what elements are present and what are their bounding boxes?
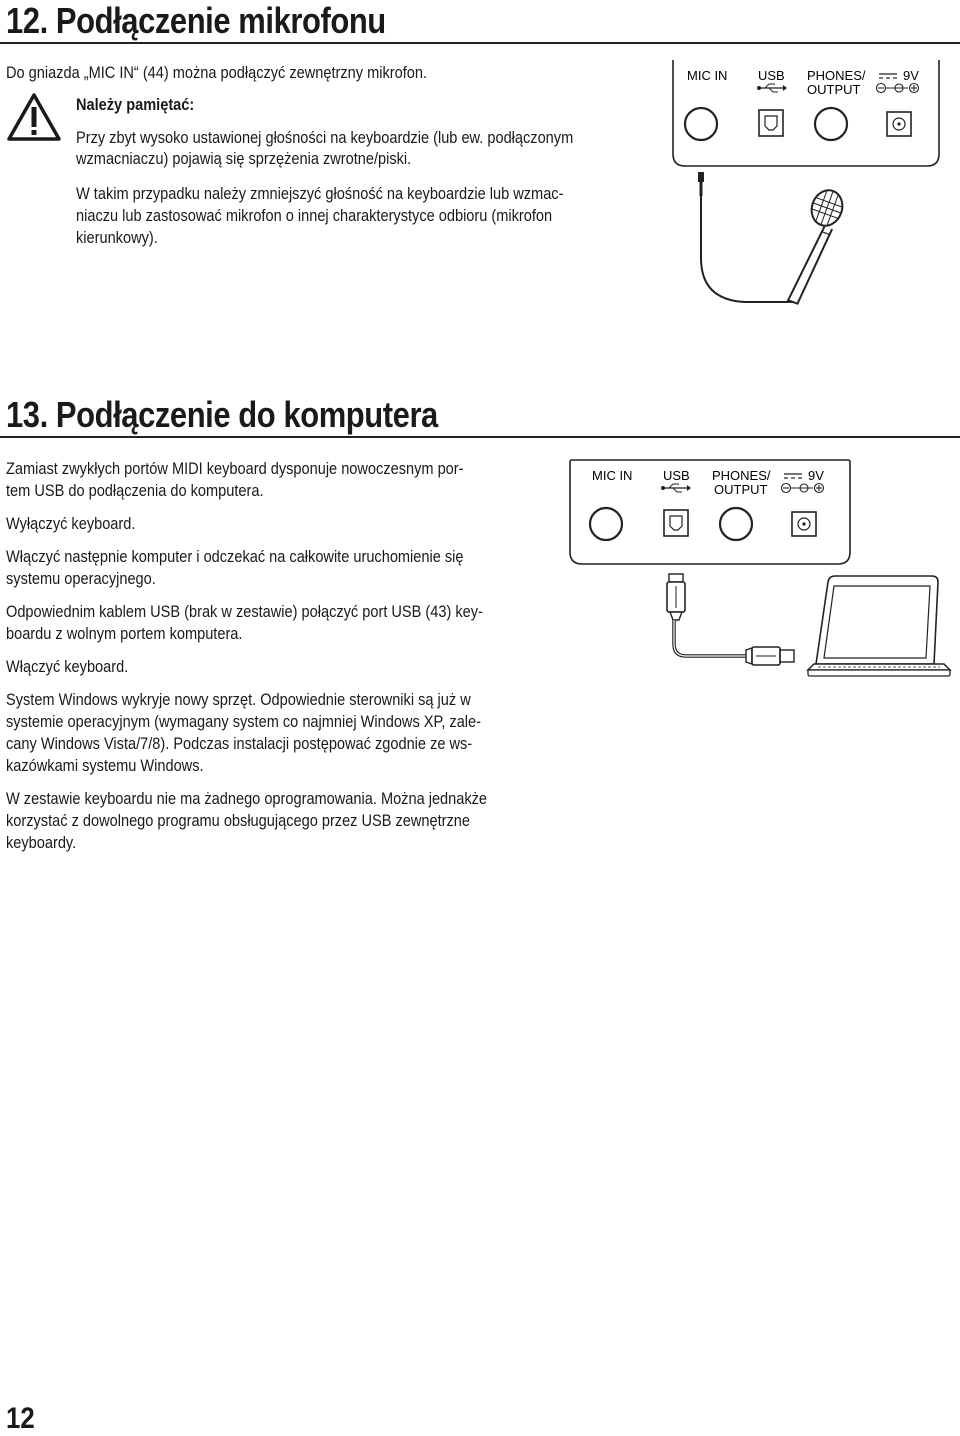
- section-13-title: 13. Podłączenie do komputera: [6, 394, 438, 435]
- heading-rule: [0, 436, 960, 438]
- computer-connection-diagram: [566, 458, 956, 680]
- panel-label-output: OUTPUT: [807, 82, 861, 97]
- microphone-connection-diagram: [665, 58, 955, 308]
- panel-label-phones: PHONES/: [807, 68, 866, 83]
- mic-in-jack: [685, 108, 717, 140]
- panel-label-output: OUTPUT: [714, 482, 768, 497]
- advice-line: niaczu lub zastosować mikrofon o innej charakterystyce odbioru (mikrofon: [76, 207, 553, 225]
- power-jack: [887, 112, 911, 136]
- paragraph-line: Wyłączyć keyboard.: [6, 515, 136, 533]
- warning-icon: [6, 92, 62, 142]
- power-jack: [792, 512, 816, 536]
- note-heading: Należy pamiętać:: [76, 96, 195, 114]
- paragraph-line: kazówkami systemu Windows.: [6, 757, 204, 775]
- phones-jack: [815, 108, 847, 140]
- page-number: 12: [6, 1402, 35, 1435]
- paragraph-line: System Windows wykryje nowy sprzęt. Odpowiednie sterowniki są już w: [6, 691, 471, 709]
- panel-label-mic-in: MIC IN: [687, 68, 728, 83]
- laptop-icon: [808, 576, 950, 676]
- advice-line: kierunkowy).: [76, 229, 158, 247]
- paragraph-line: Odpowiednim kablem USB (brak w zestawie) połączyć port USB (43) key-: [6, 603, 483, 621]
- usb-symbol-icon: [757, 84, 787, 92]
- note-line: Przy zbyt wysoko ustawionej głośności na keyboardzie (lub ew. podłączonym: [76, 129, 574, 147]
- phones-jack: [720, 508, 752, 540]
- panel-label-mic-in: MIC IN: [592, 468, 633, 483]
- note-line: wzmacniaczu) pojawią się sprzężenia zwrotne/piski.: [76, 150, 412, 168]
- paragraph-line: systemu operacyjnego.: [6, 570, 156, 588]
- paragraph-line: korzystać z dowolnego programu obsługującego przez USB zewnętrzne: [6, 812, 471, 830]
- paragraph-line: systemie operacyjnym (wymagany system co najmniej Windows XP, zale-: [6, 713, 482, 731]
- panel-label-usb: USB: [663, 468, 690, 483]
- usb-port: [759, 110, 783, 136]
- advice-line: W takim przypadku należy zmniejszyć głośność na keyboardzie lub wzmac-: [76, 185, 564, 203]
- paragraph-line: keyboardy.: [6, 834, 77, 852]
- heading-rule: [0, 42, 960, 44]
- panel-label-9v: 9V: [808, 468, 824, 483]
- usb-port: [664, 510, 688, 536]
- panel-label-phones: PHONES/: [712, 468, 771, 483]
- panel-label-usb: USB: [758, 68, 785, 83]
- paragraph-line: tem USB do podłączenia do komputera.: [6, 482, 264, 500]
- usb-cable-icon: [667, 574, 794, 665]
- paragraph-line: Włączyć następnie komputer i odczekać na całkowite uruchomienie się: [6, 548, 464, 566]
- panel-label-9v: 9V: [903, 68, 919, 83]
- mic-in-jack: [590, 508, 622, 540]
- paragraph-line: boardu z wolnym portem komputera.: [6, 625, 243, 643]
- paragraph-line: W zestawie keyboardu nie ma żadnego oprogramowania. Można jednakże: [6, 790, 488, 808]
- mic-intro: Do gniazda „MIC IN“ (44) można podłączyć zewnętrzny mikrofon.: [6, 64, 428, 82]
- paragraph-line: Zamiast zwykłych portów MIDI keyboard dysponuje nowoczesnym por-: [6, 460, 464, 478]
- microphone-icon: [698, 172, 847, 307]
- section-12-title: 12. Podłączenie mikrofonu: [6, 0, 386, 41]
- paragraph-line: Włączyć keyboard.: [6, 658, 129, 676]
- paragraph-line: cany Windows Vista/7/8). Podczas instalacji postępować zgodnie ze ws-: [6, 735, 473, 753]
- usb-symbol-icon: [661, 484, 691, 492]
